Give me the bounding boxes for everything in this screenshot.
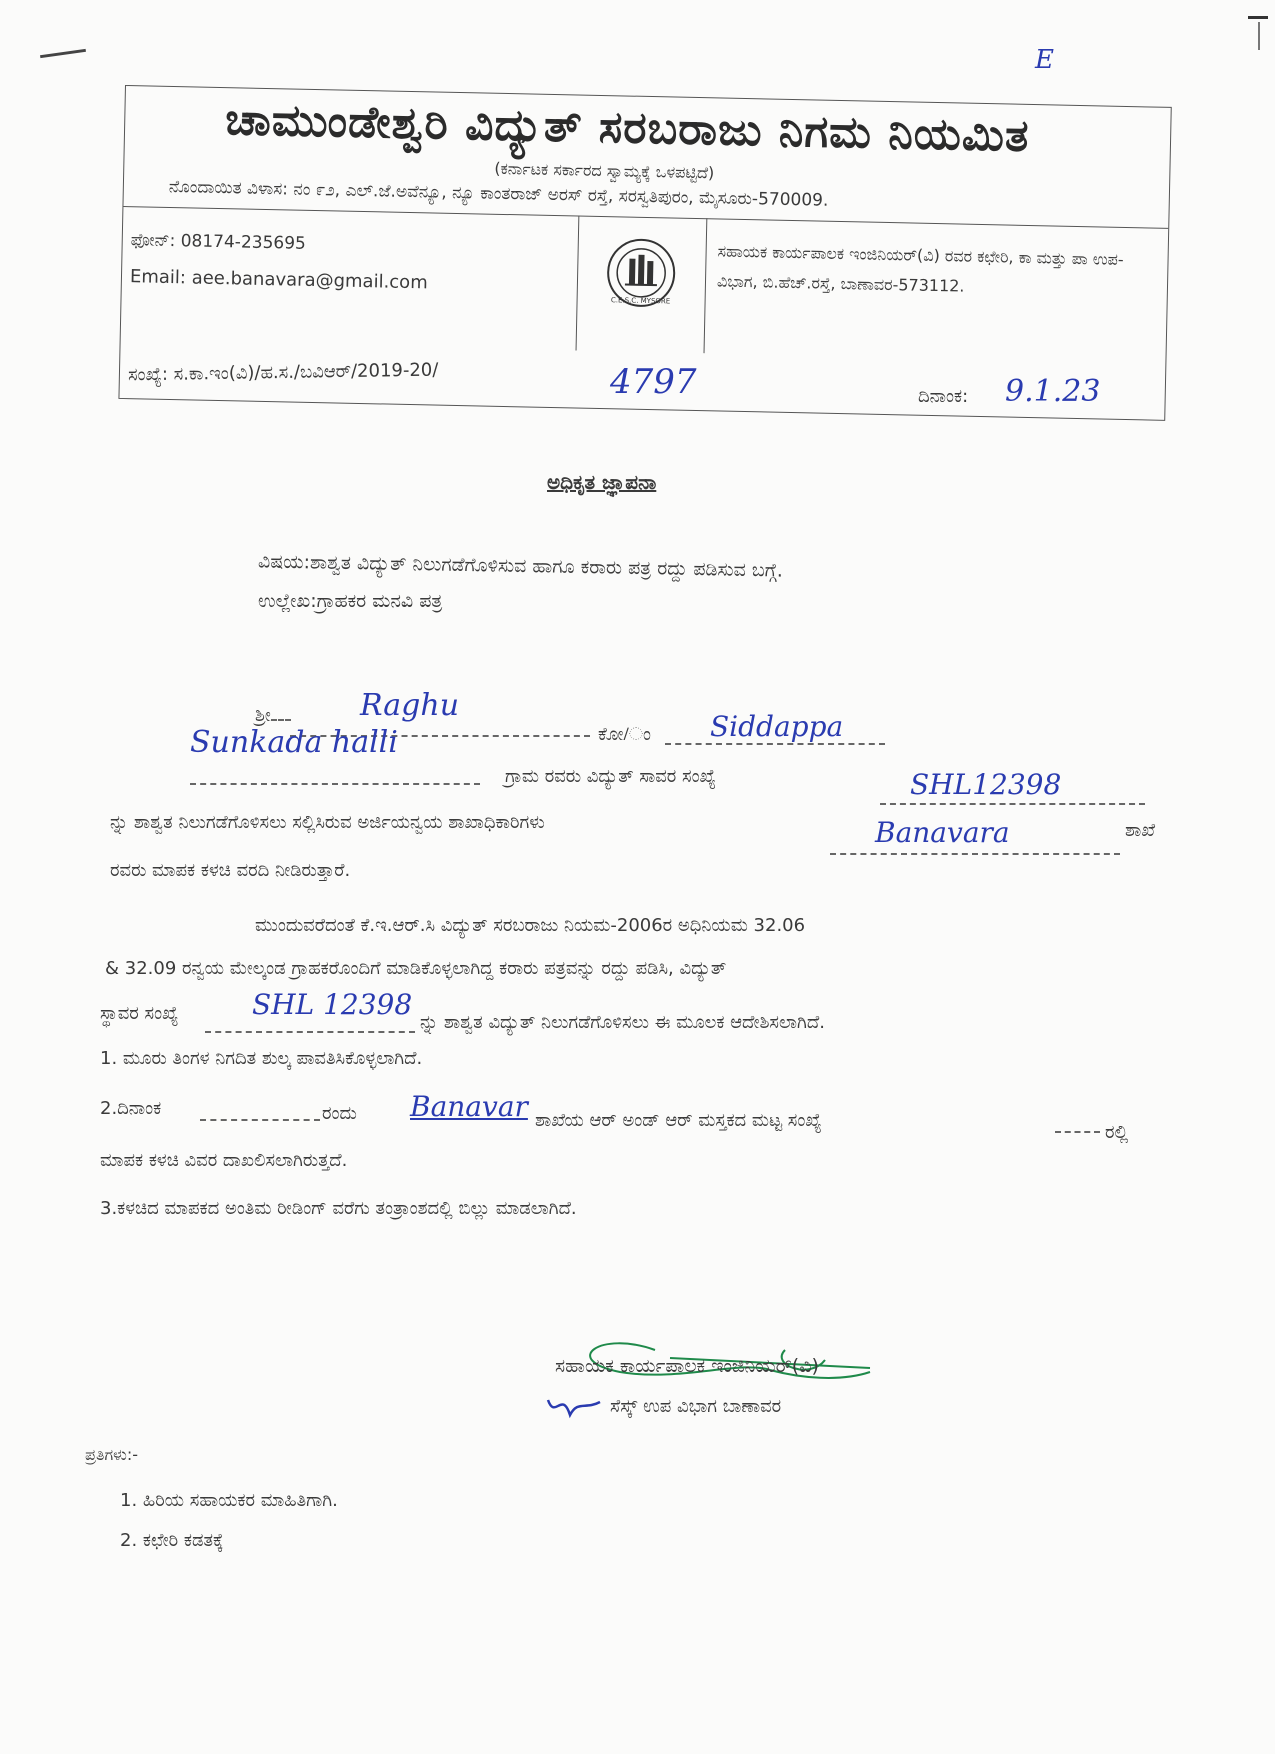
para2-line1: ಮುಂದುವರೆದಂತೆ ಕೆ.ಇ.ಆರ್.ಸಿ ವಿದ್ಯುತ್ ಸರಬರಾಜು ನಿಯಮ-2006ರ ಅಧಿನಿಯಮ 32.06 [255,915,806,936]
customer-name: Raghu [360,688,460,723]
signature-scribble-icon [540,1320,910,1440]
installation-number-2: SHL 12398 [252,988,413,1021]
body-line-1 [255,705,291,726]
letterhead-header [123,86,1170,229]
fill-line-installation [880,790,1145,809]
office-block [704,218,1167,363]
cesc-logo-icon [604,236,677,309]
co-label: ಕೋ/ಂ [598,724,652,745]
branch-name: Banavara [875,816,1010,849]
copy-item-1: 1. ಹಿರಿಯ ಸಹಾಯಕರ ಮಾಹಿತಿಗಾಗಿ. [120,1490,338,1511]
corner-mark [1248,16,1268,19]
reference-number-label: ಸಂಖ್ಯೆ: ಸ.ಕಾ.ಇಂ(ವಿ)/ಹ.ಸ./ಬವಿಆರ್/2019-20/ [127,359,439,386]
body-line-4: ರವರು ಮಾಪಕ ಕಳಚಿ ವರದಿ ನೀಡಿರುತ್ತಾರೆ. [110,860,351,881]
stray-pen-mark [40,49,86,58]
copies-label: ಪ್ರತಿಗಳು:- [85,1445,139,1464]
date-label: ದಿನಾಂಕ: [918,386,969,407]
signatory-office: ಸೆಸ್ಕ್ ಉಪ ವಿಭಾಗ ಬಾಣಾವರ [610,1396,782,1417]
shri-label: ಶ್ರೀ [255,705,271,726]
fill-line [271,707,291,721]
page-mark: E [1035,45,1054,75]
corner-mark-vertical [1258,22,1260,50]
village-name: Sunkada halli [190,725,398,760]
logo-caption: C.E.S.C. MYSORE [610,296,671,306]
contact-block [121,206,580,351]
point-2-label: 2.ದಿನಾಂಕ [100,1098,162,1119]
organization-title: ಚಾಮುಂಡೇಶ್ವರಿ ವಿದ್ಯುತ್ ಸರಬರಾಜು ನಿಗಮ ನಿಯಮಿತ [224,94,1030,162]
point-2-text: ಶಾಖೆಯ ಆರ್ ಅಂಡ್ ಆರ್ ಮಸ್ತಕದ ಮಟ್ಟ ಸಂಖ್ಯೆ [535,1110,822,1131]
point-2-mid: ರಂದು [322,1103,357,1124]
para2-line2: & 32.09 ರನ್ವಯ ಮೇಲ್ಕಂಡ ಗ್ರಾಹಕರೊಂದಿಗೆ ಮಾಡಿಕೊಳ್ಳಲಾಗಿದ್ದ ಕರಾರು ಪತ್ರವನ್ನು ರದ್ದು ಪಡಿಸಿ, ವಿದ್ಯುತ್ [105,958,727,979]
installation-number: SHL12398 [910,768,1062,801]
logo-block [576,216,708,354]
office-address: ಸಹಾಯಕ ಕಾರ್ಯಪಾಲಕ ಇಂಜಿನಿಯರ್(ವಿ) ರವರ ಕಛೇರಿ, ಕಾ ಮತ್ತು ಪಾ ಉಪ-ವಿಭಾಗ, ಬಿ.ಹೆಚ್.ರಸ್ತೆ, ಬಾಣಾವರ-573112. [716,241,1124,296]
father-name: Siddappa [710,710,844,743]
fill-line-father [665,730,885,749]
reference-number-handwritten: 4797 [610,362,697,402]
para2-line3-text: ನ್ನು ಶಾಶ್ವತ ವಿದ್ಯುತ್ ನಿಲುಗಡೆಗೊಳಿಸಲು ಈ ಮೂಲಕ ಆದೇಶಿಸಲಾಗಿದೆ. [420,1012,825,1033]
para2-line3-label: ಸ್ಥಾವರ ಸಂಖ್ಯೆ [100,1003,179,1024]
body-line-2-text: ಗ್ರಾಮ ರವರು ವಿದ್ಯುತ್ ಸಾವರ ಸಂಖ್ಯೆ [505,766,716,787]
organization-subtitle: (ಕರ್ನಾಟಕ ಸರ್ಕಾರದ ಸ್ವಾಮ್ಯಕ್ಕೆ ಒಳಪಟ್ಟಿದೆ) [494,158,715,183]
body-line-3-end: ಶಾಖೆ [1125,820,1156,841]
body-line-3-text: ನ್ನು ಶಾಶ್ವತ ನಿಲುಗಡೆಗೊಳಿಸಲು ಸಲ್ಲಿಸಿರುವ ಅರ್ಜಿಯನ್ವಯ ಶಾಖಾಧಿಕಾರಿಗಳು [110,812,545,833]
document-heading: ಅಧಿಕೃತ ಜ್ಞಾಪನಾ [547,470,657,494]
signatory-designation: ಸಹಾಯಕ ಕಾರ್ಯಪಾಲಕ ಇಂಜಿನಿಯರ್(ವಿ) [555,1355,819,1377]
date-handwritten: 9.1.23 [1005,374,1101,409]
registered-address: ನೊಂದಾಯಿತ ವಿಳಾಸ: ನಂ ೯೨, ಎಲ್.ಜೆ.ಅವೆನ್ಯೂ, ನ್ಯೂ ಕಾಂತರಾಜ್ ಅರಸ್ ರಸ್ತೆ, ಸರಸ್ವತಿಪುರಂ, ಮೈಸೂರು-570009. [168,176,829,211]
fill-line-branch [830,840,1120,859]
fill-line-village [190,770,480,789]
phone-number: ಫೋನ್: 08174-235695 [130,230,307,254]
fill-line-installation-2 [205,1018,415,1037]
point-2-line2: ಮಾಪಕ ಕಳಚಿ ವಿವರ ದಾಖಲಿಸಲಾಗಿರುತ್ತದೆ. [100,1150,348,1171]
point-3: 3.ಕಳಚಿದ ಮಾಪಕದ ಅಂತಿಮ ರೀಡಿಂಗ್ ವರೆಗು ತಂತ್ರಾಂಶದಲ್ಲಿ ಬಿಲ್ಲು ಮಾಡಲಾಗಿದೆ. [100,1198,577,1219]
point-1: 1. ಮೂರು ತಿಂಗಳ ನಿಗದಿತ ಶುಲ್ಕ ಪಾವತಿಸಿಕೊಳ್ಳಲಾಗಿದೆ. [100,1048,423,1069]
branch-name-2: Banavar [410,1090,528,1123]
copy-item-2: 2. ಕಛೇರಿ ಕಡತಕ್ಕೆ [120,1530,224,1551]
fill-line-book-no [1055,1118,1100,1137]
email-address: Email: aee.banavara@gmail.com [129,266,428,294]
fill-line-date [200,1106,320,1125]
reference-line: ಉಲ್ಲೇಖ:ಗ್ರಾಹಕರ ಮನವಿ ಪತ್ರ [258,590,443,612]
subject-line: ವಿಷಯ:ಶಾಶ್ವತ ವಿದ್ಯುತ್ ನಿಲುಗಡೆಗೊಳಿಸುವ ಹಾಗೂ ಕರಾರು ಪತ್ರ ರದ್ದು ಪಡಿಸುವ ಬಗ್ಗೆ. [257,550,784,582]
point-2-end: ರಲ್ಲಿ [1105,1122,1129,1143]
